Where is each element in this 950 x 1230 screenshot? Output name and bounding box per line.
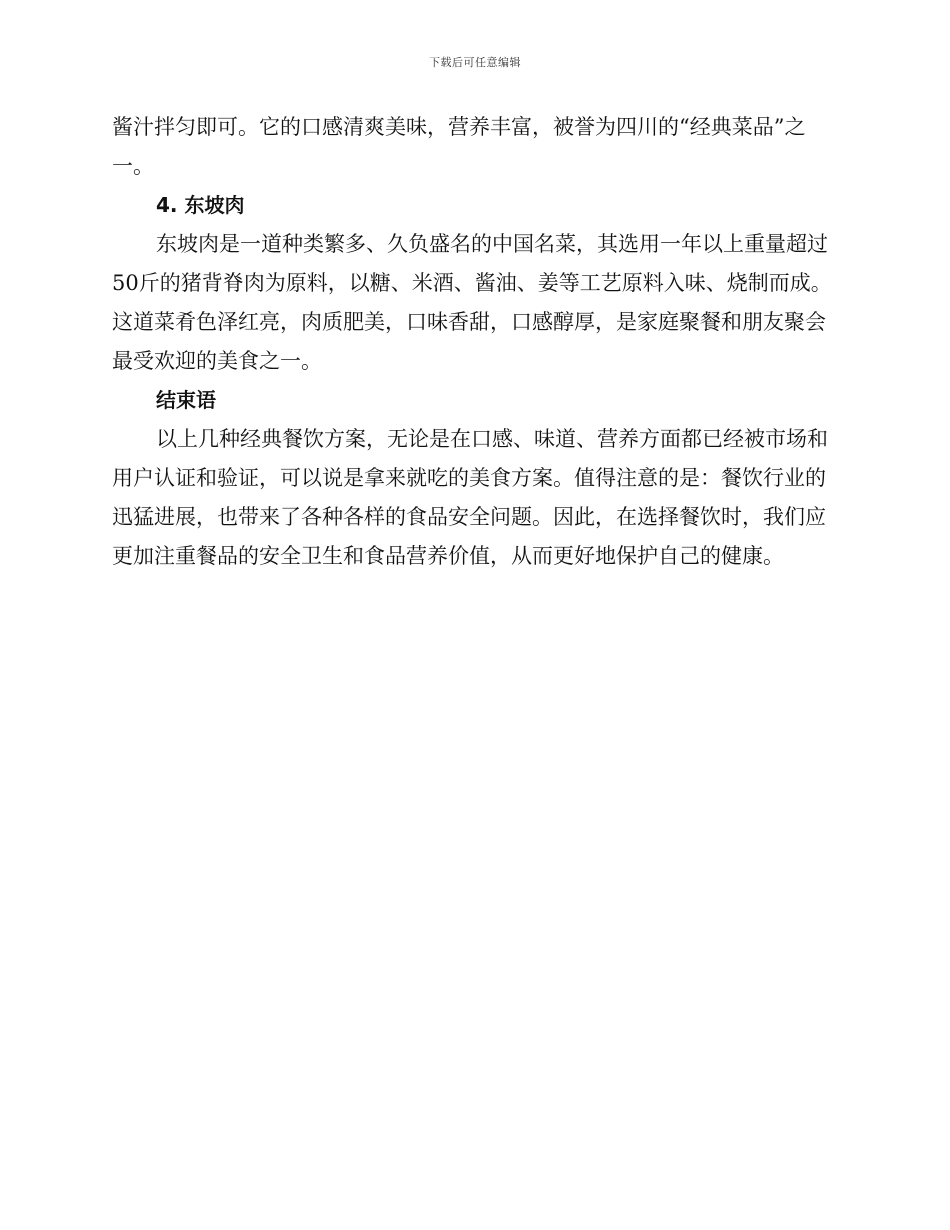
paragraph-continuation: 酱汁拌匀即可。它的口感清爽美味，营养丰富，被誉为四川的“经典菜品”之一。 [112, 115, 806, 178]
paragraph-conclusion: 以上几种经典餐饮方案，无论是在口感、味道、营养方面都已经被市场和用户认证和验证，可以说是拿来就吃的美食方案。值得注意的是：餐饮行业的迅猛进展，也带来了各种各样的食品安全问题。因此，在选择餐饮时，我们应更加注重餐品的安全卫生和食品营养价值，从而更好地保护自己的健康。 [112, 427, 828, 568]
section-heading-dongpo-pork: 4. 东坡肉 [156, 193, 245, 217]
document-body [112, 108, 832, 576]
paragraph-dongpo-pork: 东坡肉是一道种类繁多、久负盛名的中国名菜，其选用一年以上重量超过50斤的猪背脊肉为原料，以糖、米酒、酱油、姜等工艺原料入味、烧制而成。这道菜肴色泽红亮，肉质肥美，口味香甜，口感醇厚，是家庭聚餐和朋友聚会最受欢迎的美食之一。 [112, 232, 832, 373]
page-header-note: 下载后可任意编辑 [429, 56, 521, 69]
section-heading-conclusion: 结束语 [156, 388, 216, 412]
